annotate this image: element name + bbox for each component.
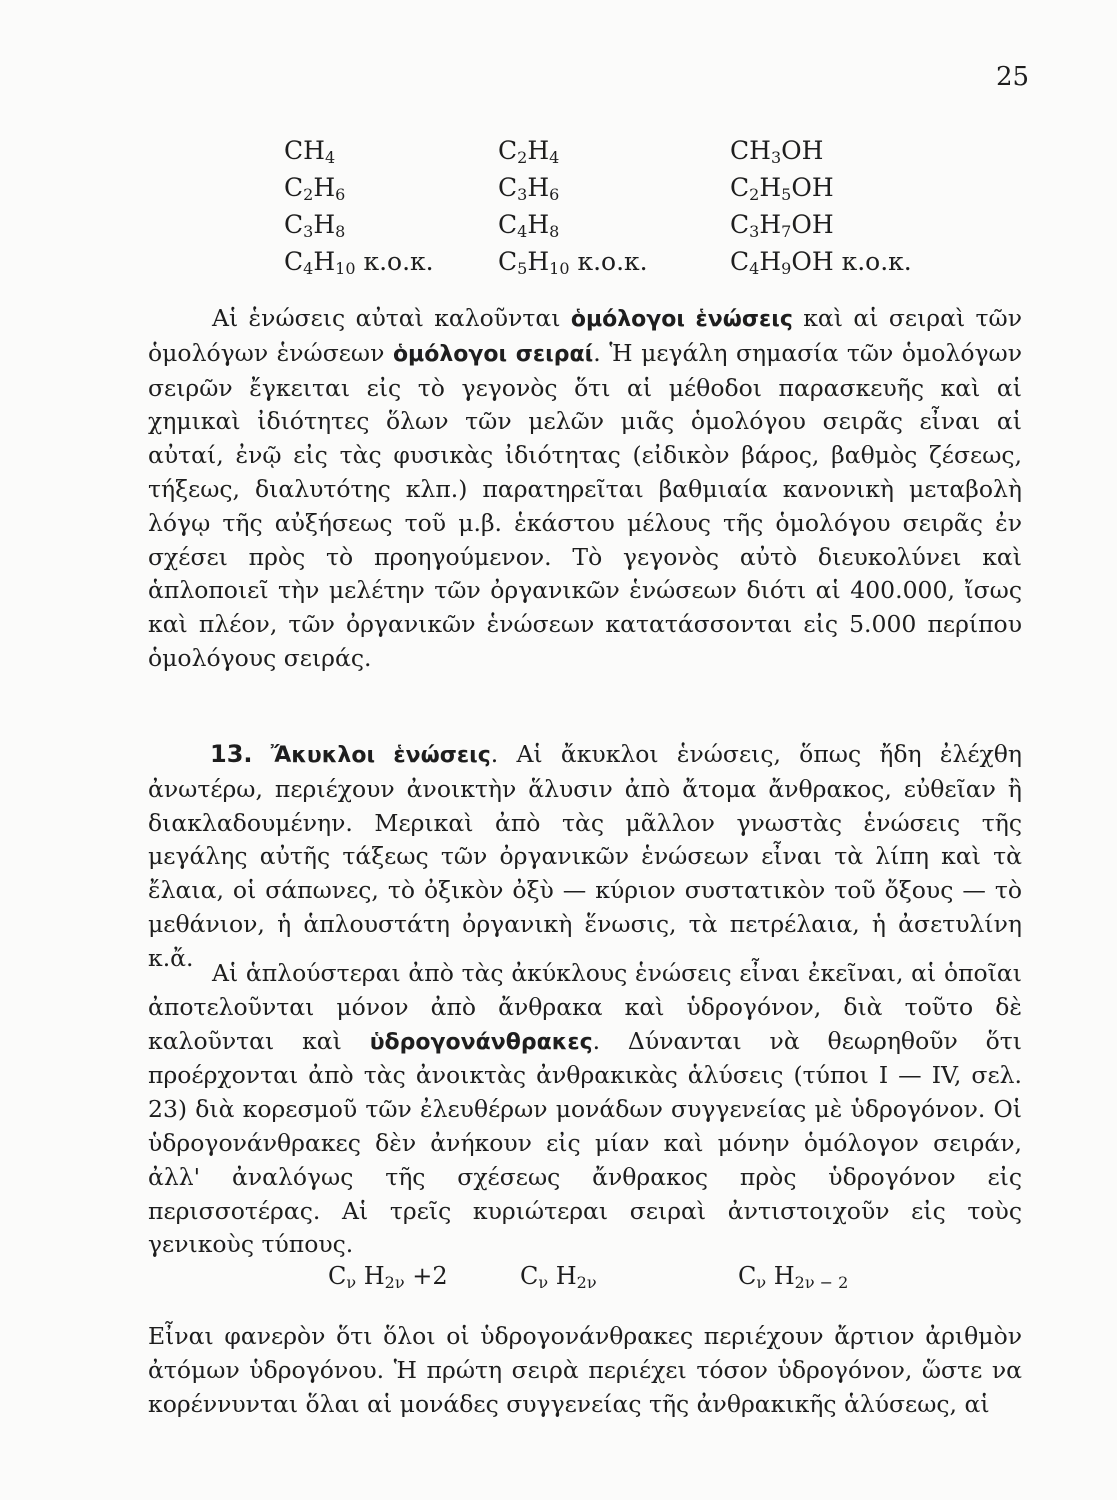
paragraph-hydrocarbons: Αἱ ἁπλούστεραι ἀπὸ τὰς ἀκύκλους ἑνώσεις εἶναι ἐκεῖναι, αἱ ὁποῖαι ἀποτελοῦνται μόνον ἀπὸ ἄνθρακα καὶ ὑδρογόνον, διὰ τοῦτο δὲ καλοῦνται καὶ ὑδρογονάνθρακες. Δύνανται νὰ θεωρηθοῦν ὅτι προέρχονται ἀπὸ τὰς ἀνοικτὰς ἀνθρακικὰς ἁλύσεις (τύποι I — IV, σελ. 23) διὰ κορεσμοῦ τῶν ἐλευθέρων μονάδων συγγενείας μὲ ὑδρογόνον. Οἱ ὑδρογονάνθρακες δὲν ἀνήκουν εἰς μίαν καὶ μόνην ὁμόλογον σειράν, ἀλλ' ἀναλόγως τῆς σχέσεως ἄνθρακος πρὸς ὑδρογόνον εἰς περισσοτέρας. Αἱ τρεῖς κυριώτεραι σειραὶ ἀντιστοιχοῦν εἰς τοὺς γενικοὺς τύπους.	[148, 959, 1022, 1259]
formula-c3h8: $C_3H_8$	[284, 210, 346, 241]
page-number: 25	[996, 62, 1030, 92]
paragraph-even-hydrogen: Εἶναι φανερὸν ὅτι ὅλοι οἱ ὑδρογονάνθρακες περιέχουν ἄρτιον ἀριθμὸν ἀτόμων ὑδρογόνου. Ἡ πρώτη σειρὰ περιέχει τόσον ὑδρογόνον, ὥστε να κορέννυνται ὅλαι αἱ μονάδες συγγενείας τῆς ἀνθρακικῆς ἁλύσεως, αἱ	[148, 1322, 1022, 1418]
formula-row	[284, 169, 980, 206]
formula-c4h10: $C_4H_{10}$ κ.ο.κ.	[284, 247, 434, 278]
general-formulas	[328, 1262, 898, 1290]
formula-c3h6: $C_3H_6$	[498, 173, 560, 204]
formula-ch3oh: $CH_3OH$	[730, 136, 824, 167]
term-homologous-series: ὁμόλογοι σειραί	[392, 341, 594, 367]
general-formula-alkenes: $C_\nu$ $H_{2\nu}$	[520, 1262, 597, 1292]
general-formula-alkanes: $C_\nu$ $H_{2\nu} +2$	[328, 1262, 448, 1292]
section-title: Ἄκυκλοι ἑνώσεις	[270, 743, 491, 768]
formula-c4h9oh: $C_4H_9OH$ κ.ο.κ.	[730, 247, 912, 278]
general-formula-alkynes: $C_\nu$ $H_{2\nu - 2}$	[738, 1262, 849, 1292]
formula-c5h10: $C_5H_{10}$ κ.ο.κ.	[498, 247, 648, 278]
formula-c3h7oh: $C_3H_7OH$	[730, 210, 834, 241]
formula-row	[284, 243, 980, 280]
formula-c2h4: $C_2H_4$	[498, 136, 560, 167]
section-13-paragraph: 13. Ἄκυκλοι ἑνώσεις. Αἱ ἄκυκλοι ἑνώσεις, ὅπως ἤδη ἐλέχθη ἀνωτέρω, περιέχουν ἀνοικτὴν ἅλυσιν ἀπὸ ἄτομα ἄνθρακος, εὐθεῖαν ἢ διακλαδουμένην. Μερικαὶ ἀπὸ τὰς μᾶλλον γνωστὰς ἑνώσεις τῆς μεγάλης αὐτῆς τάξεως τῶν ὀργανικῶν ἑνώσεων εἶναι τὰ λίπη καὶ τὰ ἔλαια, οἱ σάπωνες, τὸ ὀξικὸν ὀξὺ — κύριον συστατικὸν τοῦ ὄξους — τὸ μεθάνιον, ἡ ἁπλουστάτη ὀργανικὴ ἕνωσις, τὰ πετρέλαια, ἡ ἀσετυλίνη κ.ἄ.	[148, 740, 1022, 972]
formula-c4h8: $C_4H_8$	[498, 210, 560, 241]
formula-row	[284, 206, 980, 243]
paragraph-homologous: Αἱ ἑνώσεις αὐταὶ καλοῦνται ὁμόλογοι ἑνώσεις καὶ αἱ σειραὶ τῶν ὁμολόγων ἑνώσεων ὁμόλογοι σειραί. Ἡ μεγάλη σημασία τῶν ὁμολόγων σειρῶν ἔγκειται εἰς τὸ γεγονὸς ὅτι αἱ μέθοδοι παρασκευῆς καὶ αἱ χημικαὶ ἰδιότητες ὅλων τῶν μελῶν μιᾶς ὁμολόγου σειρᾶς εἶναι αἱ αὐταί, ἐνῷ εἰς τὰς φυσικὰς ἰδιότητας (εἰδικὸν βάρος, βαθμὸς ζέσεως, τήξεως, διαλυτότης κλπ.) παρατηρεῖται βαθμιαία κανονικὴ μεταβολὴ λόγῳ τῆς αὐξήσεως τοῦ μ.β. ἑκάστου μέλους τῆς ὁμολόγου σειρᾶς ἐν σχέσει πρὸς τὸ προηγούμενον. Τὸ γεγονὸς αὐτὸ διευκολύνει καὶ ἁπλοποιεῖ τὴν μελέτην τῶν ὀργανικῶν ἑνώσεων διότι αἱ 400.000, ἴσως καὶ πλέον, τῶν ὀργανικῶν ἑνώσεων κατατάσσονται εἰς 5.000 περίπου ὁμολόγους σειράς.	[148, 304, 1022, 672]
formula-ch4: $CH_4$	[284, 136, 336, 167]
formula-table	[284, 132, 980, 280]
section-number: 13.	[210, 740, 253, 768]
formula-c2h6: $C_2H_6$	[284, 173, 346, 204]
formula-c2h5oh: $C_2H_5OH$	[730, 173, 834, 204]
formula-row	[284, 132, 980, 169]
term-hydrocarbons: ὑδρογονάνθρακες	[369, 1029, 593, 1055]
term-homologous-compounds: ὁμόλογοι ἑνώσεις	[570, 307, 793, 332]
